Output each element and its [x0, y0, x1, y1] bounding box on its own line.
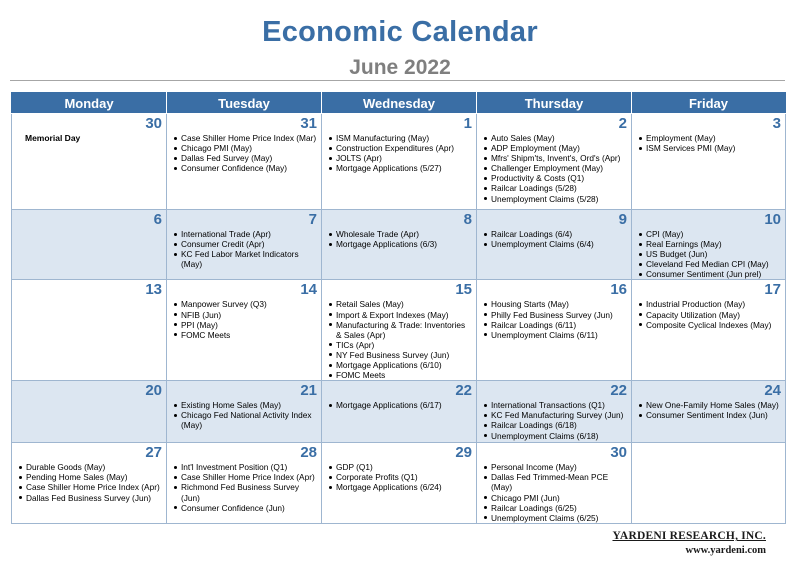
event-item: Case Shiller Home Price Index (Apr) [18, 482, 162, 492]
event-item: FOMC Meets [328, 370, 472, 380]
day-number: 7 [308, 211, 317, 228]
event-item: Existing Home Sales (May) [173, 400, 317, 410]
page-title: Economic Calendar [262, 16, 538, 48]
event-item: Composite Cyclical Indexes (May) [638, 320, 781, 330]
day-cell[interactable] [322, 443, 477, 524]
day-cell[interactable] [12, 114, 167, 210]
event-item: International Trade (Apr) [173, 229, 317, 239]
event-list [638, 400, 781, 420]
day-number [638, 445, 781, 460]
event-list [483, 229, 627, 249]
event-item: Import & Export Indexes (May) [328, 310, 472, 320]
event-item: Case Shiller Home Price Index (Mar) [173, 133, 317, 143]
week-row [12, 443, 786, 524]
event-item: Unemployment Claims (6/18) [483, 431, 627, 441]
event-list [18, 462, 162, 502]
holiday-label: Memorial Day [25, 133, 81, 143]
day-number: 8 [463, 211, 472, 228]
event-item: Manpower Survey (Q3) [173, 299, 317, 309]
day-number: 27 [145, 444, 162, 462]
day-number: 2 [618, 115, 627, 132]
day-cell[interactable] [477, 280, 632, 381]
day-cell[interactable] [632, 280, 786, 381]
event-item: Consumer Sentiment Index (Jun) [638, 410, 781, 420]
event-list [173, 229, 317, 269]
event-list [173, 299, 317, 339]
day-number: 15 [455, 281, 472, 299]
day-cell[interactable] [12, 381, 167, 443]
day-cell[interactable] [322, 210, 477, 280]
event-item: Corporate Profits (Q1) [328, 472, 472, 482]
event-item: Dallas Fed Business Survey (Jun) [18, 493, 162, 503]
day-number: 21 [300, 382, 317, 400]
day-number: 30 [610, 444, 627, 462]
day-number: 10 [764, 211, 781, 228]
day-number: 1 [463, 115, 472, 132]
event-item: Unemployment Claims (6/11) [483, 330, 627, 340]
day-number: 24 [764, 382, 781, 400]
event-list [328, 400, 472, 410]
day-number: 29 [455, 444, 472, 462]
event-item: Mortgage Applications (6/3) [328, 239, 472, 249]
day-number: 14 [300, 281, 317, 299]
day-cell[interactable] [632, 443, 786, 524]
weekday-header-tuesday: Tuesday [167, 93, 322, 114]
event-item: Housing Starts (May) [483, 299, 627, 309]
event-list [173, 462, 317, 512]
week-row [12, 280, 786, 381]
day-number: 16 [610, 281, 627, 299]
event-item: GDP (Q1) [328, 462, 472, 472]
event-list [483, 299, 627, 339]
event-item: ISM Manufacturing (May) [328, 133, 472, 143]
event-list [638, 299, 781, 329]
day-cell[interactable] [632, 114, 786, 210]
event-item: New One-Family Home Sales (May) [638, 400, 781, 410]
event-item: NFIB (Jun) [173, 310, 317, 320]
day-cell[interactable] [12, 210, 167, 280]
day-cell[interactable] [167, 443, 322, 524]
event-item: KC Fed Manufacturing Survey (Jun) [483, 410, 627, 420]
event-list [173, 400, 317, 430]
event-item: Chicago PMI (Jun) [483, 493, 627, 503]
weekday-header-thursday: Thursday [477, 93, 632, 114]
event-item: Employment (May) [638, 133, 781, 143]
event-item: NY Fed Business Survey (Jun) [328, 350, 472, 360]
day-number: 17 [764, 281, 781, 299]
weekday-header-wednesday: Wednesday [322, 93, 477, 114]
event-list [173, 133, 317, 173]
event-item: Durable Goods (May) [18, 462, 162, 472]
week-row [12, 381, 786, 443]
day-number: 20 [145, 382, 162, 400]
event-item: US Budget (Jun) [638, 249, 781, 259]
event-item: Railcar Loadings (6/11) [483, 320, 627, 330]
event-item: Unemployment Claims (6/25) [483, 513, 627, 523]
day-number: 22 [610, 382, 627, 400]
event-item: Challenger Employment (May) [483, 163, 627, 173]
event-item: Mortgage Applications (6/24) [328, 482, 472, 492]
event-item: Railcar Loadings (6/4) [483, 229, 627, 239]
event-item: PPI (May) [173, 320, 317, 330]
day-cell[interactable] [477, 381, 632, 443]
event-item: Mortgage Applications (5/27) [328, 163, 472, 173]
event-item: Pending Home Sales (May) [18, 472, 162, 482]
day-cell[interactable] [322, 114, 477, 210]
day-cell[interactable] [632, 210, 786, 280]
day-cell[interactable] [12, 443, 167, 524]
event-list [483, 462, 627, 523]
event-item: Chicago PMI (May) [173, 143, 317, 153]
event-item: Capacity Utilization (May) [638, 310, 781, 320]
weekday-header-row [12, 93, 786, 114]
event-item: Construction Expenditures (Apr) [328, 143, 472, 153]
week-row [12, 210, 786, 280]
day-cell[interactable] [477, 443, 632, 524]
event-item: Mortgage Applications (6/17) [328, 400, 472, 410]
day-cell[interactable] [477, 210, 632, 280]
event-item: Philly Fed Business Survey (Jun) [483, 310, 627, 320]
event-item: Dallas Fed Survey (May) [173, 153, 317, 163]
event-list [483, 400, 627, 440]
event-list [328, 299, 472, 380]
event-item: Retail Sales (May) [328, 299, 472, 309]
day-cell[interactable] [477, 114, 632, 210]
event-item: JOLTS (Apr) [328, 153, 472, 163]
event-item: Productivity & Costs (Q1) [483, 173, 627, 183]
title-divider [10, 80, 785, 81]
day-cell[interactable] [322, 381, 477, 443]
week-row [12, 114, 786, 210]
event-item: Consumer Confidence (Jun) [173, 503, 317, 513]
event-item: KC Fed Labor Market Indicators (May) [173, 249, 317, 269]
day-cell[interactable] [12, 280, 167, 381]
event-item: Chicago Fed National Activity Index (May) [173, 410, 317, 430]
day-number: 31 [300, 115, 317, 132]
day-number: 6 [153, 211, 162, 228]
event-item: Case Shiller Home Price Index (Apr) [173, 472, 317, 482]
event-item: Consumer Sentiment (Jun prel) [638, 269, 781, 279]
day-cell[interactable] [167, 280, 322, 381]
event-list [328, 133, 472, 173]
event-item: International Transactions (Q1) [483, 400, 627, 410]
event-item: Railcar Loadings (6/25) [483, 503, 627, 513]
event-list [638, 133, 781, 153]
event-item: Consumer Confidence (May) [173, 163, 317, 173]
day-number: 3 [772, 115, 781, 132]
day-number: 28 [300, 444, 317, 462]
event-item: Unemployment Claims (5/28) [483, 194, 627, 204]
event-item: ISM Services PMI (May) [638, 143, 781, 153]
event-list [328, 229, 472, 249]
event-item: Richmond Fed Business Survey (Jun) [173, 482, 317, 502]
day-cell[interactable] [167, 210, 322, 280]
day-cell[interactable] [167, 381, 322, 443]
event-item: Railcar Loadings (6/18) [483, 420, 627, 430]
weekday-header-friday: Friday [632, 93, 786, 114]
event-item: CPI (May) [638, 229, 781, 239]
day-number: 9 [618, 211, 627, 228]
event-item: Mfrs' Shipm'ts, Invent's, Ord's (Apr) [483, 153, 627, 163]
event-item: Railcar Loadings (5/28) [483, 183, 627, 193]
event-item: Personal Income (May) [483, 462, 627, 472]
event-item: FOMC Meets [173, 330, 317, 340]
day-cell[interactable] [322, 280, 477, 381]
day-number: 30 [145, 115, 162, 132]
event-item: TICs (Apr) [328, 340, 472, 350]
event-item: Cleveland Fed Median CPI (May) [638, 259, 781, 269]
event-list [328, 462, 472, 492]
month-subtitle: June 2022 [349, 56, 451, 79]
day-number: 22 [455, 382, 472, 400]
day-cell[interactable] [632, 381, 786, 443]
event-list [638, 229, 781, 279]
event-item: Dallas Fed Trimmed-Mean PCE (May) [483, 472, 627, 492]
event-item: Real Earnings (May) [638, 239, 781, 249]
company-name: YARDENI RESEARCH, INC. [612, 530, 766, 542]
day-cell[interactable] [167, 114, 322, 210]
day-number: 13 [145, 281, 162, 299]
event-item: Manufacturing & Trade: Inventories & Sales (Apr) [328, 320, 472, 340]
event-item: Auto Sales (May) [483, 133, 627, 143]
event-item: Unemployment Claims (6/4) [483, 239, 627, 249]
calendar-grid [11, 92, 786, 524]
event-item: Consumer Credit (Apr) [173, 239, 317, 249]
event-list [483, 133, 627, 204]
event-item: Industrial Production (May) [638, 299, 781, 309]
company-url[interactable]: www.yardeni.com [685, 545, 766, 556]
event-item: Mortgage Applications (6/10) [328, 360, 472, 370]
event-item: ADP Employment (May) [483, 143, 627, 153]
event-item: Wholesale Trade (Apr) [328, 229, 472, 239]
event-item: Int'l Investment Position (Q1) [173, 462, 317, 472]
weekday-header-monday: Monday [12, 93, 167, 114]
